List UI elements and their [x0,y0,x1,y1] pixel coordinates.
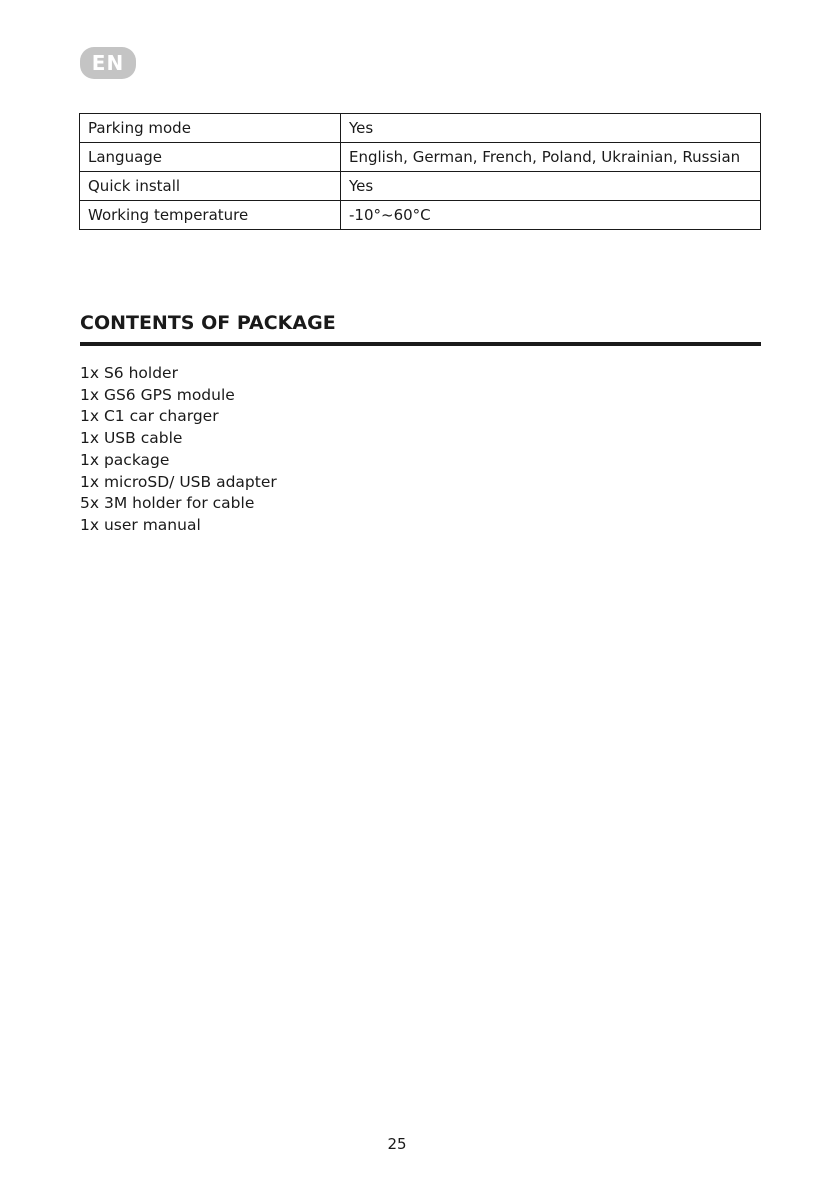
list-item: 1x GS6 GPS module [80,385,235,404]
list-item: 1x USB cable [80,429,183,448]
list-item: 1x package [80,450,170,469]
list-item: 5x 3M holder for cable [80,494,255,513]
package-contents-list [80,363,277,537]
page-number: 25 [387,1135,407,1153]
spec-label-quick-install: Quick install [80,172,341,201]
spec-value-working-temperature: -10°~60°C [341,201,761,230]
section-title: CONTENTS OF PACKAGE [80,312,336,334]
language-badge: EN [80,47,136,79]
table-row [80,172,761,201]
table-row [80,143,761,172]
spec-value-quick-install: Yes [341,172,761,201]
list-item: 1x S6 holder [80,364,178,382]
spec-value-parking-mode: Yes [341,114,761,143]
spec-value-language: English, German, French, Poland, Ukrainian, Russian [341,143,761,172]
spec-label-parking-mode: Parking mode [80,114,341,143]
spec-label-working-temperature: Working temperature [80,201,341,230]
spec-table [79,113,761,230]
section-divider [80,342,761,346]
table-row [80,201,761,230]
list-item: 1x microSD/ USB adapter [80,472,277,491]
list-item: 1x user manual [80,515,201,534]
table-row [80,114,761,143]
list-item: 1x C1 car charger [80,407,219,426]
spec-label-language: Language [80,143,341,172]
